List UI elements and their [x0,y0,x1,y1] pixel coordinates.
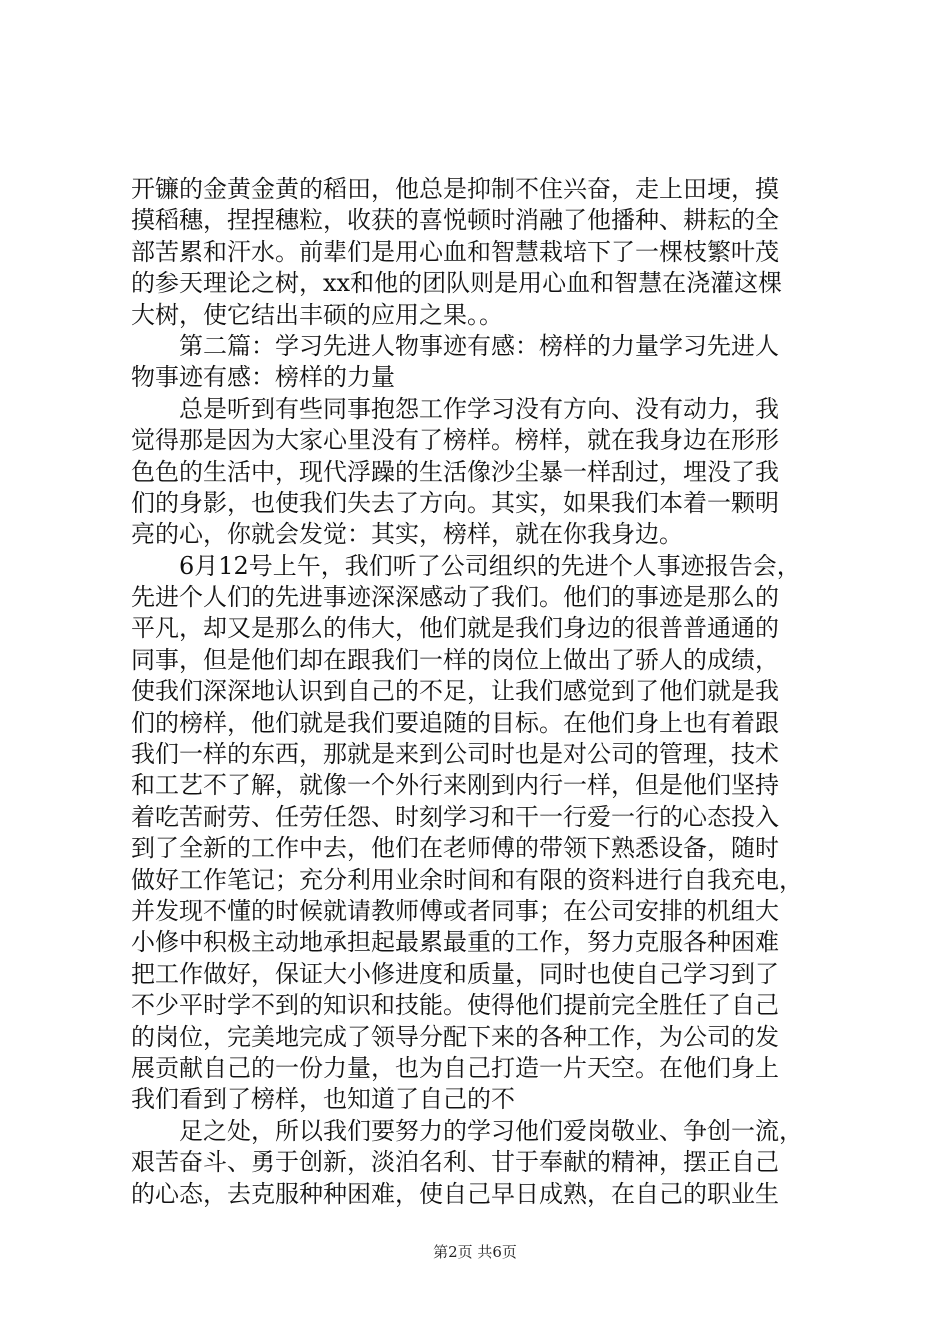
text-line: 足之处，所以我们要努力的学习他们爱岗敬业、争创一流， [179,1116,803,1145]
text-line: 物事迹有感：榜样的力量 [131,363,395,392]
text-line: 把工作做好，保证大小修进度和质量，同时也使自己学习到了 [131,959,779,988]
text-line: 平凡，却又是那么的伟大，他们就是我们身边的很普普通通的 [131,614,779,643]
text-line: 大树，使它结出丰硕的应用之果。。 [131,300,503,329]
text-line: 并发现不懂的时候就请教师傅或者同事；在公司安排的机组大 [131,896,779,925]
text-line: 第二篇：学习先进人物事迹有感：榜样的力量学习先进人 [179,331,779,360]
text-line: 使我们深深地认识到自己的不足，让我们感觉到了他们就是我 [131,677,779,706]
text-line: 着吃苦耐劳、任劳任怨、时刻学习和干一行爱一行的心态投入 [131,802,779,831]
text-line: 开镰的金黄金黄的稻田，他总是抑制不住兴奋，走上田埂，摸 [131,175,779,203]
text-line: 亮的心，你就会发觉：其实，榜样，就在你我身边。 [131,520,683,549]
text-line: 做好工作笔记；充分利用业余时间和有限的资料进行自我充电， [131,865,803,894]
text-line: 的参天理论之树，xx和他的团队则是用心血和智慧在浇灌这棵 [131,269,783,298]
text-line: 展贡献自己的一份力量，也为自己打造一片天空。在他们身上 [131,1053,779,1082]
text-line: 的岗位，完美地完成了领导分配下来的各种工作，为公司的发 [131,1022,779,1051]
text-line: 小修中积极主动地承担起最累最重的工作，努力克服各种困难 [131,928,779,957]
text-line: 摸稻穗，捏捏穗粒，收获的喜悦顿时消融了他播种、耕耘的全 [131,206,779,235]
text-line: 总是听到有些同事抱怨工作学习没有方向、没有动力，我 [179,394,779,423]
text-line: 觉得那是因为大家心里没有了榜样。榜样，就在我身边在形形 [131,426,779,455]
text-line: 色色的生活中，现代浮躁的生活像沙尘暴一样刮过，埋没了我 [131,457,779,486]
text-line: 们的身影，也使我们失去了方向。其实，如果我们本着一颗明 [131,488,779,517]
text-line: 不少平时学不到的知识和技能。使得他们提前完全胜任了自己 [131,991,779,1020]
text-line: 的心态，去克服种种困难，使自己早日成熟，在自己的职业生 [131,1179,779,1208]
text-line: 先进个人们的先进事迹深深感动了我们。他们的事迹是那么的 [131,583,779,612]
page-footer: 第2页 共6页 [433,1243,517,1261]
text-line: 同事，但是他们却在跟我们一样的岗位上做出了骄人的成绩， [131,645,779,674]
text-line: 们的榜样，他们就是我们要追随的目标。在他们身上也有着跟 [131,708,779,737]
text-line: 到了全新的工作中去，他们在老师傅的带领下熟悉设备，随时 [131,834,779,863]
text-line: 和工艺不了解，就像一个外行来刚到内行一样，但是他们坚持 [131,771,779,800]
text-line: 我们看到了榜样，也知道了自己的不 [131,1085,515,1114]
body-text [131,174,831,1210]
text-line: 我们一样的东西，那就是来到公司时也是对公司的管理，技术 [131,740,779,769]
text-line: 6月12号上午，我们听了公司组织的先进个人事迹报告会， [179,551,801,580]
text-line: 部苦累和汗水。前辈们是用心血和智慧栽培下了一棵枝繁叶茂 [131,237,779,266]
text-line: 艰苦奋斗、勇于创新，淡泊名利、甘于奉献的精神，摆正自己 [131,1148,779,1177]
